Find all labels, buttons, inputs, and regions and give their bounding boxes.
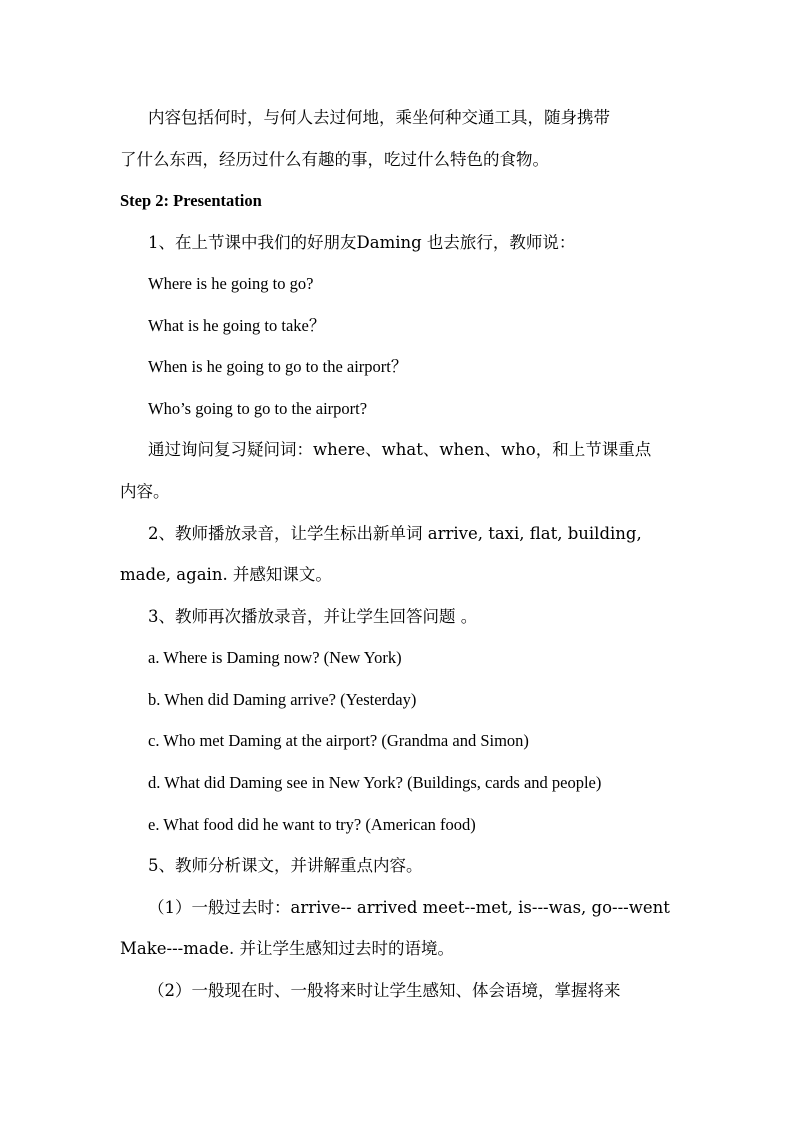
paragraph-line: 通过询问复习疑问词：where、what、when、who，和上节课重点 (148, 440, 652, 459)
question-line: Who’s going to go to the airport? (148, 399, 368, 418)
paragraph-line: 了什么东西，经历过什么有趣的事，吃过什么特色的食物。 (120, 150, 549, 169)
question-line: When is he going to go to the airport？ (148, 357, 408, 376)
section-heading: Step 2: Presentation (120, 191, 262, 210)
question-line: Where is he going to go? (148, 274, 314, 293)
paragraph-line: 2、教师播放录音，让学生标出新单词 arrive, taxi, flat, building, (148, 524, 642, 543)
paragraph-line: （2）一般现在时、一般将来时让学生感知、体会语境，掌握将来 (148, 981, 621, 1000)
paragraph-line: 内容。 (120, 482, 170, 501)
qa-line: a. Where is Daming now? (New York) (148, 648, 402, 667)
paragraph-line: 3、教师再次播放录音，并让学生回答问题 。 (148, 607, 478, 626)
paragraph-line: 5、教师分析课文，并讲解重点内容。 (148, 856, 423, 875)
paragraph-line: Make---made. 并让学生感知过去时的语境。 (120, 939, 455, 958)
qa-line: e. What food did he want to try? (American food) (148, 815, 476, 834)
qa-line: d. What did Daming see in New York? (Buildings, cards and people) (148, 773, 602, 792)
paragraph-line: 内容包括何时，与何人去过何地，乘坐何种交通工具，随身携带 (148, 108, 610, 127)
qa-line: b. When did Daming arrive? (Yesterday) (148, 690, 417, 709)
paragraph-line: （1）一般过去时：arrive-- arrived meet--met, is---was, go---went (148, 898, 670, 917)
question-line: What is he going to take？ (148, 316, 326, 335)
qa-line: c. Who met Daming at the airport? (Grandma and Simon) (148, 731, 529, 750)
paragraph-line: 1、在上节课中我们的好朋友Daming 也去旅行，教师说： (148, 233, 576, 252)
paragraph-line: made, again. 并感知课文。 (120, 565, 332, 584)
